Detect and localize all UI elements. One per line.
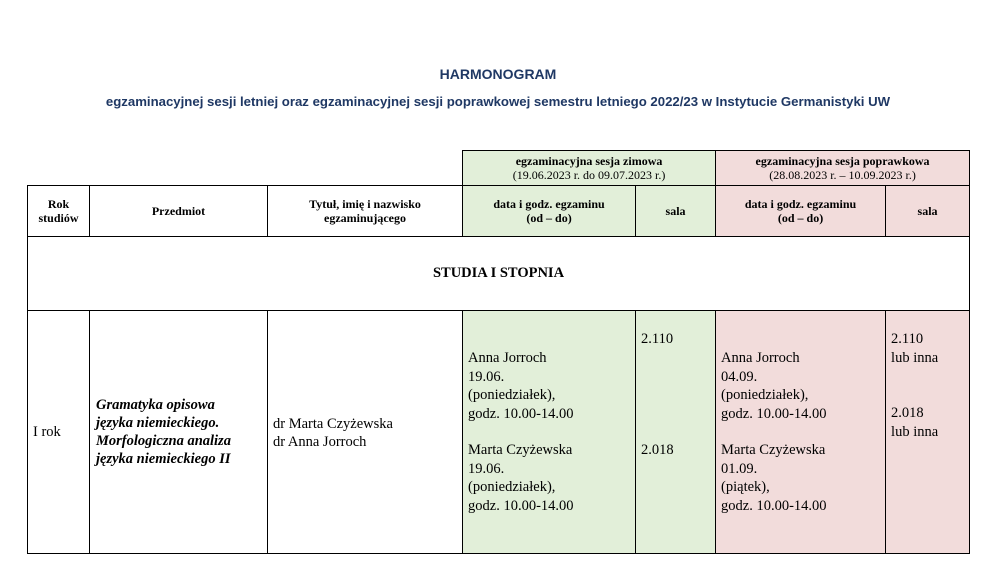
section-label: STUDIA I STOPNIA xyxy=(28,237,970,311)
examiner-name: dr Anna Jorroch xyxy=(273,434,367,450)
session-header-row xyxy=(28,151,970,186)
col-header-date-winter-line2: (od – do) xyxy=(526,211,572,225)
retake-session-title: egzaminacyjna sesja poprawkowa xyxy=(755,154,930,168)
exam-examiner: Marta Czyżewska xyxy=(468,442,573,458)
col-header-year xyxy=(28,186,90,237)
winter-session-dates: (19.06.2023 r. do 09.07.2023 r.) xyxy=(512,168,666,182)
row-year: I rok xyxy=(28,311,90,554)
col-header-date-retake xyxy=(716,186,886,237)
exam-time: godz. 10.00-14.00 xyxy=(468,405,574,422)
exam-day: (poniedziałek), xyxy=(468,479,556,495)
col-header-year-line2: studiów xyxy=(38,211,79,225)
examiner-name: dr Marta Czyżewska xyxy=(273,415,393,432)
exam-date: 04.09. xyxy=(721,368,758,385)
row-winter-rooms xyxy=(636,311,716,554)
subject-line: języka niemieckiego. xyxy=(96,415,220,431)
col-header-date-winter xyxy=(463,186,636,237)
exam-day: (poniedziałek), xyxy=(721,387,809,403)
row-examiners xyxy=(268,311,463,554)
subject-line: języka niemieckiego II xyxy=(96,451,231,467)
room-number: 2.110 xyxy=(641,331,674,347)
row-winter-exams xyxy=(463,311,636,554)
retake-session-dates: (28.08.2023 r. – 10.09.2023 r.) xyxy=(769,168,916,182)
table-row xyxy=(28,311,970,554)
room-number: 2.110 xyxy=(891,331,924,347)
exam-examiner: Anna Jorroch xyxy=(721,350,800,366)
header-blank-cell xyxy=(28,151,463,186)
exam-time: godz. 10.00-14.00 xyxy=(721,405,827,422)
col-header-examiner xyxy=(268,186,463,237)
exam-date: 01.09. xyxy=(721,460,758,477)
exam-date: 19.06. xyxy=(468,368,505,385)
col-header-date-winter-line1: data i godz. egzaminu xyxy=(493,197,605,211)
col-header-subject: Przedmiot xyxy=(90,186,268,237)
col-header-room-retake: sala xyxy=(886,186,970,237)
exam-day: (poniedziałek), xyxy=(468,387,556,403)
subject-line: Gramatyka opisowa xyxy=(96,397,215,413)
room-note: lub inna xyxy=(891,349,939,366)
section-row xyxy=(28,237,970,311)
room-number: 2.018 xyxy=(891,405,924,421)
page-title: HARMONOGRAM xyxy=(439,66,557,82)
row-subject xyxy=(90,311,268,554)
room-note: lub inna xyxy=(891,423,939,440)
exam-schedule-table xyxy=(27,150,970,554)
col-header-date-retake-line2: (od – do) xyxy=(777,211,824,225)
col-header-examiner-line2: egzaminującego xyxy=(324,211,406,225)
exam-time: godz. 10.00-14.00 xyxy=(468,497,574,514)
col-header-examiner-line1: Tytuł, imię i nazwisko xyxy=(309,197,421,211)
winter-session-title: egzaminacyjna sesja zimowa xyxy=(515,154,663,168)
exam-day: (piątek), xyxy=(721,479,770,495)
page-subtitle: egzaminacyjnej sesji letniej oraz egzaminacyjnej sesji poprawkowej semestru letniego 2022/23 w Instytucie Germanistyki UW xyxy=(105,94,891,109)
row-retake-exams xyxy=(716,311,886,554)
col-header-date-retake-line1: data i godz. egzaminu xyxy=(744,197,857,211)
row-retake-rooms xyxy=(886,311,970,554)
retake-session-header xyxy=(716,151,970,186)
subject-line: Morfologiczna analiza xyxy=(96,433,231,449)
room-number: 2.018 xyxy=(641,441,674,458)
exam-time: godz. 10.00-14.00 xyxy=(721,497,827,514)
exam-examiner: Anna Jorroch xyxy=(468,350,547,366)
winter-session-header xyxy=(463,151,716,186)
exam-date: 19.06. xyxy=(468,460,505,477)
column-header-row xyxy=(28,186,970,237)
col-header-room-winter: sala xyxy=(636,186,716,237)
exam-examiner: Marta Czyżewska xyxy=(721,442,826,458)
col-header-year-line1: Rok xyxy=(47,197,70,211)
